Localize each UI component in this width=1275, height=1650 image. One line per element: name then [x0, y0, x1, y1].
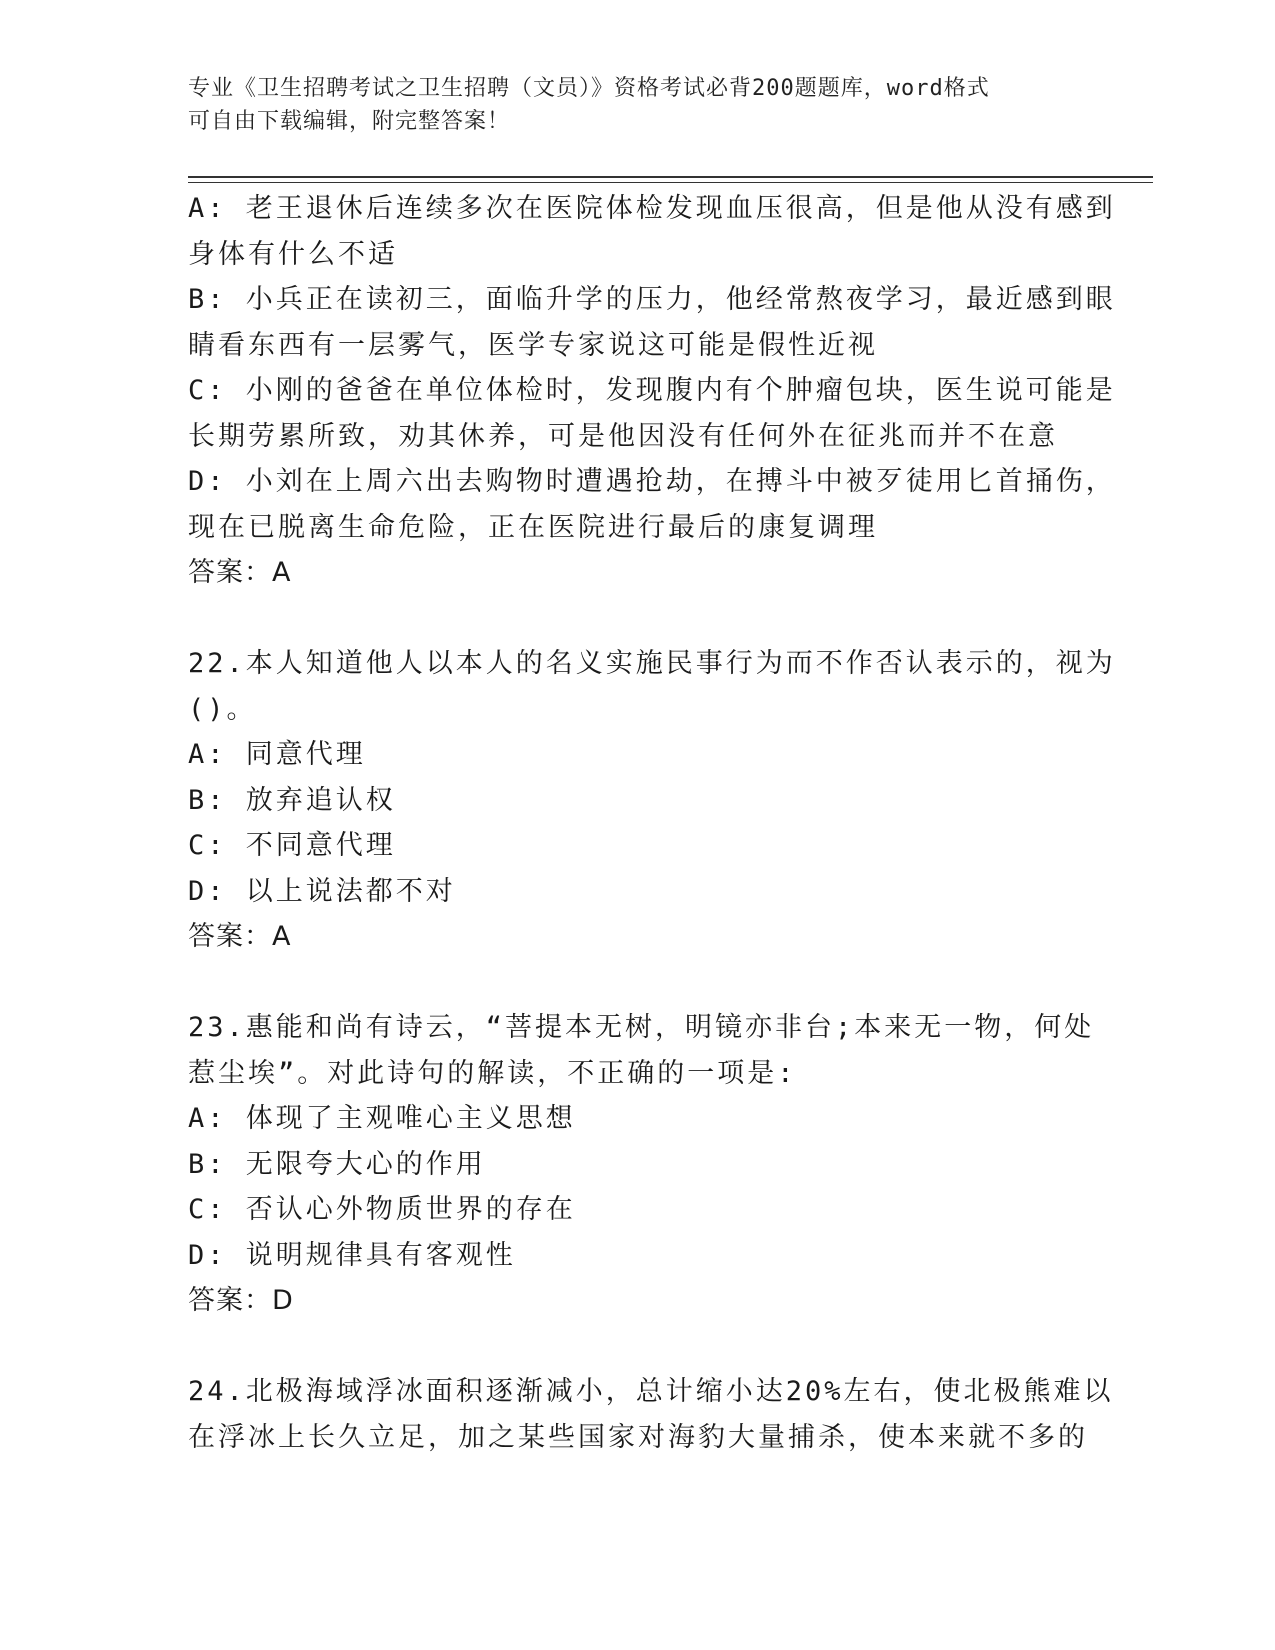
header-title-line1: 专业《卫生招聘考试之卫生招聘（文员）》资格考试必背200题题库，word格式 [188, 76, 990, 101]
q23-stem-cont: 惹尘埃”。对此诗句的解读，不正确的一项是: [188, 1057, 797, 1089]
q21-option-a-cont: 身体有什么不适 [188, 238, 398, 270]
q23-option-c: C: 否认心外物质世界的存在 [188, 1194, 576, 1225]
q21-option-b-cont: 睛看东西有一层雾气，医学专家说这可能是假性近视 [188, 329, 878, 361]
question-22 [188, 641, 1116, 960]
page-header [188, 72, 1068, 138]
q21-option-c-cont: 长期劳累所致，劝其休养，可是他因没有任何外在征兆而并不在意 [188, 420, 1058, 452]
q22-answer: 答案：A [188, 921, 292, 952]
q23-answer: 答案：D [188, 1285, 294, 1316]
q22-option-c: C: 不同意代理 [188, 830, 396, 861]
q22-stem: 22.本人知道他人以本人的名义实施民事行为而不作否认表示的，视为 [188, 648, 1116, 679]
q23-stem: 23.惠能和尚有诗云，“菩提本无树，明镜亦非台;本来无一物，何处 [188, 1012, 1095, 1043]
spacer [188, 960, 1078, 1006]
header-divider [188, 176, 1153, 183]
question-21 [188, 186, 1116, 596]
spacer [188, 1324, 1078, 1370]
q22-option-a: A: 同意代理 [188, 739, 366, 770]
q21-answer: 答案：A [188, 557, 292, 588]
q24-stem-cont: 在浮冰上长久立足，加之某些国家对海豹大量捕杀，使本来就不多的 [188, 1421, 1088, 1453]
q21-option-d: D: 小刘在上周六出去购物时遭遇抢劫，在搏斗中被歹徒用匕首捅伤， [188, 466, 1116, 497]
spacer [188, 596, 1078, 642]
q22-stem-cont: ()。 [188, 693, 257, 725]
q23-option-d: D: 说明规律具有客观性 [188, 1239, 516, 1271]
q24-stem: 24.北极海域浮冰面积逐渐减小，总计缩小达20%左右，使北极熊难以 [188, 1376, 1114, 1407]
q21-option-d-cont: 现在已脱离生命危险，正在医院进行最后的康复调理 [188, 511, 878, 543]
question-content [188, 186, 1116, 1460]
q21-option-a: A: 老王退休后连续多次在医院体检发现血压很高，但是他从没有感到 [188, 193, 1116, 224]
q23-option-b: B: 无限夸大心的作用 [188, 1148, 486, 1180]
q22-option-b: B: 放弃追认权 [188, 784, 396, 816]
q21-option-b: B: 小兵正在读初三，面临升学的压力，他经常熬夜学习，最近感到眼 [188, 284, 1116, 315]
q21-option-c: C: 小刚的爸爸在单位体检时，发现腹内有个肿瘤包块，医生说可能是 [188, 375, 1116, 406]
header-title-line2: 可自由下载编辑，附完整答案！ [188, 109, 511, 134]
question-23 [188, 1005, 1095, 1324]
q22-option-d: D: 以上说法都不对 [188, 875, 456, 907]
q23-option-a: A: 体现了主观唯心主义思想 [188, 1103, 576, 1134]
question-24 [188, 1369, 1114, 1460]
